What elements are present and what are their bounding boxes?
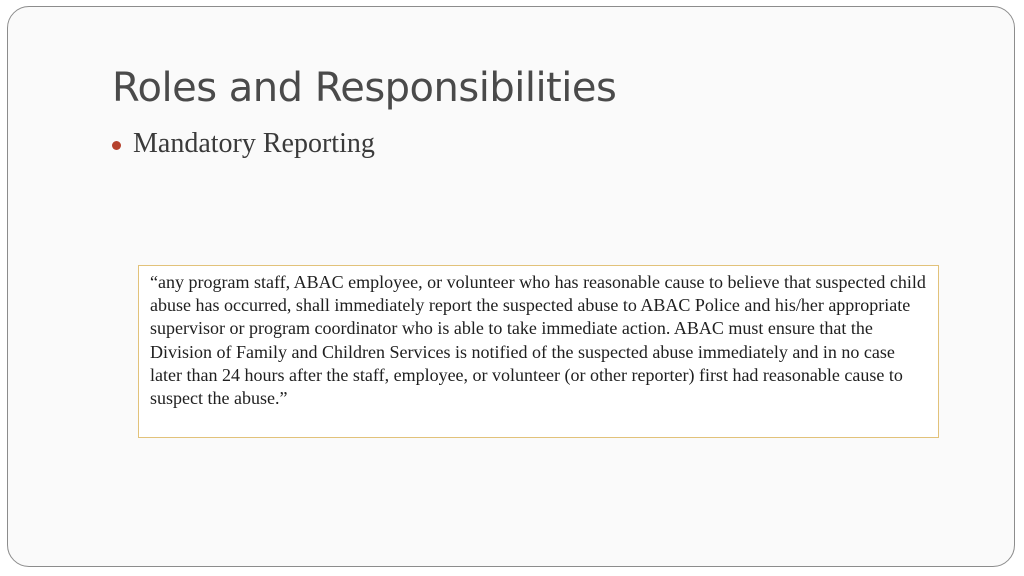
slide-title: Roles and Responsibilities: [112, 65, 617, 111]
bullet-item: [112, 128, 375, 160]
bullet-text: Mandatory Reporting: [133, 128, 375, 159]
bullet-dot-icon: [112, 141, 121, 150]
quote-box: [138, 265, 939, 438]
quote-text: “any program staff, ABAC employee, or volunteer who has reasonable cause to believe that suspected child abuse has occurred, shall immediately report the suspected abuse to ABAC Police and his/her appropriate supervisor or program coordinator who is able to take immediate action. ABAC must ensure that the Division of Family and Children Services is notified of the suspected abuse immediately and in no case later than 24 hours after the staff, employee, or volunteer (or other reporter) first had reasonable cause to suspect the abuse.”: [150, 272, 926, 409]
slide-frame: [7, 6, 1015, 567]
